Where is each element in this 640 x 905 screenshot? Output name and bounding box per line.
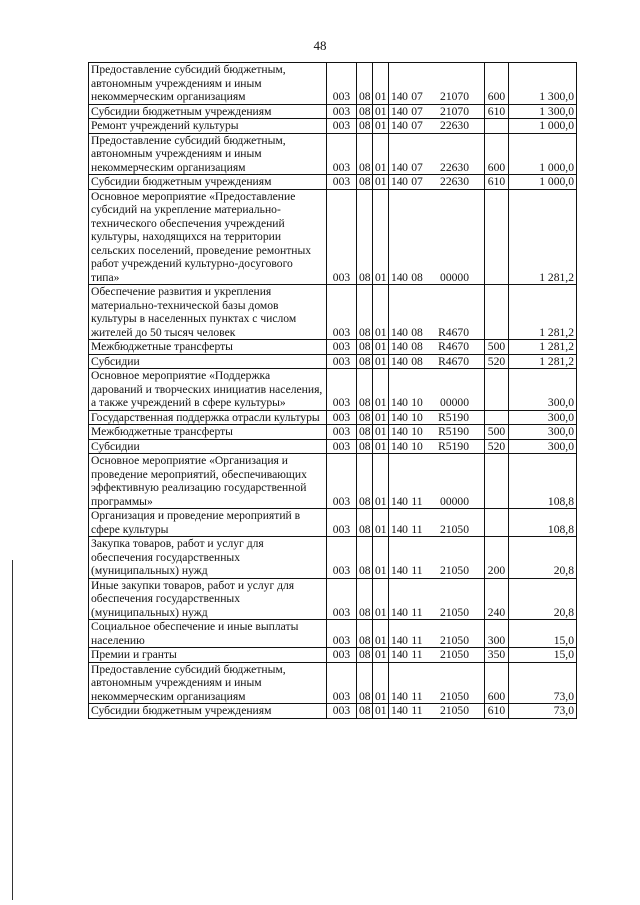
amount: 1 300,0 (509, 104, 577, 119)
table-row (89, 175, 577, 190)
program-code-part: 0 (402, 522, 408, 536)
amount: 15,0 (509, 620, 577, 648)
program-code-part: 0 (402, 410, 408, 424)
program-code-part: 14 (391, 119, 403, 132)
row-name: Субсидии (89, 439, 327, 454)
program-code-part: 11 (411, 633, 423, 647)
section-code: 08 (357, 354, 373, 369)
program-code-part: 0 (402, 605, 408, 619)
program-code-part: 0 (402, 689, 408, 703)
program-code (389, 285, 485, 340)
expense-type-code: 240 (485, 578, 509, 620)
grbs-code: 003 (327, 454, 357, 509)
program-code (389, 175, 485, 190)
program-code-part: 07 (411, 160, 423, 174)
program-code-part: 21050 (440, 633, 469, 647)
amount: 300,0 (509, 439, 577, 454)
program-code-part: 0 (402, 439, 408, 453)
section-code: 08 (357, 63, 373, 105)
row-name: Иные закупки товаров, работ и услуг для обеспечения государственных (муниципальных) нужд (89, 578, 327, 620)
program-code-part: 14 (391, 689, 403, 703)
program-code (389, 439, 485, 454)
expense-type-code: 500 (485, 425, 509, 440)
program-code-part: 00000 (440, 270, 469, 284)
program-code (389, 133, 485, 175)
expense-type-code: 520 (485, 439, 509, 454)
program-code-part: 0 (402, 494, 408, 508)
program-code-part: 22630 (440, 175, 469, 188)
grbs-code: 003 (327, 537, 357, 579)
section-code: 08 (357, 704, 373, 719)
expense-type-code: 200 (485, 537, 509, 579)
program-code-part: 14 (391, 648, 403, 661)
program-code-part: 14 (391, 425, 403, 438)
program-code-part: 14 (391, 704, 403, 717)
budget-table (88, 62, 577, 719)
subsection-code: 01 (373, 648, 389, 663)
program-code-part: 14 (391, 439, 403, 453)
expense-type-code (485, 509, 509, 537)
expense-type-code (485, 189, 509, 285)
program-code-part: 0 (402, 340, 408, 353)
program-code (389, 119, 485, 134)
program-code (389, 509, 485, 537)
program-code-part: 14 (391, 354, 403, 368)
section-code: 08 (357, 509, 373, 537)
program-code-part: 00000 (440, 396, 469, 409)
expense-type-code (485, 369, 509, 411)
subsection-code: 01 (373, 340, 389, 355)
section-code: 08 (357, 662, 373, 704)
amount: 1 281,2 (509, 285, 577, 340)
program-code-part: 14 (391, 175, 403, 188)
section-code: 08 (357, 104, 373, 119)
row-name: Предоставление субсидий бюджетным, автономным учреждениям и иным некоммерческим организациям (89, 133, 327, 175)
expense-type-code (485, 119, 509, 134)
amount: 108,8 (509, 509, 577, 537)
program-code-part: 07 (411, 90, 423, 103)
table-row (89, 340, 577, 355)
program-code-part: 21050 (440, 564, 469, 577)
subsection-code: 01 (373, 620, 389, 648)
subsection-code: 01 (373, 119, 389, 134)
row-name: Основное мероприятие «Поддержка дарований и творческих инициатив населения, а также учреждений в сфере культуры» (89, 369, 327, 411)
program-code-part: 08 (411, 340, 423, 353)
grbs-code: 003 (327, 189, 357, 285)
program-code-part: 11 (411, 564, 423, 577)
grbs-code: 003 (327, 340, 357, 355)
row-name: Ремонт учреждений культуры (89, 119, 327, 134)
expense-type-code: 600 (485, 133, 509, 175)
program-code-part: 11 (411, 494, 423, 508)
amount: 1 281,2 (509, 354, 577, 369)
program-code (389, 369, 485, 411)
program-code-part: 08 (411, 354, 423, 368)
amount: 300,0 (509, 410, 577, 425)
program-code-part: 0 (402, 704, 408, 717)
table-row (89, 369, 577, 411)
expense-type-code: 350 (485, 648, 509, 663)
grbs-code: 003 (327, 354, 357, 369)
program-code-part: 08 (411, 325, 423, 339)
program-code-part: 0 (402, 396, 408, 409)
program-code (389, 63, 485, 105)
program-code-part: 00000 (440, 494, 469, 508)
program-code-part: 21070 (440, 90, 469, 103)
program-code-part: 22630 (440, 160, 469, 174)
section-code: 08 (357, 454, 373, 509)
row-name: Субсидии бюджетным учреждениям (89, 704, 327, 719)
row-name: Предоставление субсидий бюджетным, автономным учреждениям и иным некоммерческим организациям (89, 662, 327, 704)
section-code: 08 (357, 369, 373, 411)
expense-type-code: 600 (485, 662, 509, 704)
program-code-part: 21070 (440, 104, 469, 118)
grbs-code: 003 (327, 439, 357, 454)
table-body (89, 63, 577, 719)
program-code (389, 104, 485, 119)
program-code-part: 21050 (440, 648, 469, 661)
row-name: Обеспечение развития и укрепления материально-технической базы домов культуры в населенных пунктах с числом жителей до 50 тысяч человек (89, 285, 327, 340)
program-code-part: 0 (402, 354, 408, 368)
table-row (89, 133, 577, 175)
page-number: 48 (313, 38, 327, 53)
table-row (89, 704, 577, 719)
program-code-part: 11 (411, 704, 423, 717)
row-name: Организация и проведение мероприятий в сфере культуры (89, 509, 327, 537)
program-code-part: 10 (411, 410, 423, 424)
program-code (389, 340, 485, 355)
program-code (389, 578, 485, 620)
program-code-part: 14 (391, 160, 403, 174)
subsection-code: 01 (373, 285, 389, 340)
row-name: Основное мероприятие «Организация и проведение мероприятий, обеспечивающих эффективную реализацию государственной программы» (89, 454, 327, 509)
program-code-part: 10 (411, 425, 423, 438)
program-code (389, 620, 485, 648)
table-row (89, 662, 577, 704)
program-code-part: 14 (391, 522, 403, 536)
program-code-part: 21050 (440, 704, 469, 717)
program-code-part: 0 (402, 104, 408, 118)
program-code-part: 0 (402, 270, 408, 284)
table-row (89, 537, 577, 579)
subsection-code: 01 (373, 354, 389, 369)
expense-type-code: 610 (485, 175, 509, 190)
table-row (89, 620, 577, 648)
program-code-part: R5190 (438, 439, 469, 453)
amount: 1 000,0 (509, 133, 577, 175)
program-code-part: 0 (402, 633, 408, 647)
row-name: Субсидии (89, 354, 327, 369)
program-code-part: 10 (411, 396, 423, 409)
expense-type-code: 600 (485, 63, 509, 105)
section-code: 08 (357, 175, 373, 190)
grbs-code: 003 (327, 425, 357, 440)
program-code-part: 0 (402, 175, 408, 188)
program-code-part: 0 (402, 119, 408, 132)
section-code: 08 (357, 648, 373, 663)
grbs-code: 003 (327, 285, 357, 340)
program-code-part: 14 (391, 633, 403, 647)
subsection-code: 01 (373, 578, 389, 620)
grbs-code: 003 (327, 578, 357, 620)
grbs-code: 003 (327, 662, 357, 704)
program-code (389, 410, 485, 425)
grbs-code: 003 (327, 704, 357, 719)
subsection-code: 01 (373, 509, 389, 537)
program-code-part: 14 (391, 410, 403, 424)
amount: 1 000,0 (509, 175, 577, 190)
program-code-part: 11 (411, 689, 423, 703)
table-row (89, 648, 577, 663)
grbs-code: 003 (327, 509, 357, 537)
expense-type-code (485, 410, 509, 425)
program-code (389, 354, 485, 369)
subsection-code: 01 (373, 410, 389, 425)
subsection-code: 01 (373, 63, 389, 105)
section-code: 08 (357, 578, 373, 620)
expense-type-code (485, 454, 509, 509)
program-code-part: 11 (411, 522, 423, 536)
program-code (389, 189, 485, 285)
amount: 73,0 (509, 704, 577, 719)
amount: 1 281,2 (509, 189, 577, 285)
subsection-code: 01 (373, 704, 389, 719)
row-name: Предоставление субсидий бюджетным, автономным учреждениям и иным некоммерческим организациям (89, 63, 327, 105)
row-name: Субсидии бюджетным учреждениям (89, 104, 327, 119)
program-code-part: 14 (391, 494, 403, 508)
program-code-part: 0 (402, 160, 408, 174)
table-row (89, 410, 577, 425)
program-code (389, 454, 485, 509)
grbs-code: 003 (327, 104, 357, 119)
program-code-part: 0 (402, 90, 408, 103)
table-row (89, 104, 577, 119)
program-code-part: 07 (411, 175, 423, 188)
amount: 300,0 (509, 369, 577, 411)
table-row (89, 285, 577, 340)
amount: 20,8 (509, 537, 577, 579)
subsection-code: 01 (373, 662, 389, 704)
program-code (389, 537, 485, 579)
section-code: 08 (357, 410, 373, 425)
section-code: 08 (357, 620, 373, 648)
row-name: Субсидии бюджетным учреждениям (89, 175, 327, 190)
program-code-part: 07 (411, 119, 423, 132)
amount: 1 281,2 (509, 340, 577, 355)
row-name: Межбюджетные трансферты (89, 425, 327, 440)
program-code (389, 662, 485, 704)
subsection-code: 01 (373, 369, 389, 411)
expense-type-code: 610 (485, 704, 509, 719)
amount: 300,0 (509, 425, 577, 440)
amount: 20,8 (509, 578, 577, 620)
table-row (89, 509, 577, 537)
amount: 1 000,0 (509, 119, 577, 134)
program-code-part: 14 (391, 340, 403, 353)
program-code-part: 0 (402, 425, 408, 438)
subsection-code: 01 (373, 175, 389, 190)
table-row (89, 354, 577, 369)
program-code-part: 11 (411, 605, 423, 619)
program-code-part: 21050 (440, 522, 469, 536)
program-code-part: 21050 (440, 689, 469, 703)
row-name: Премии и гранты (89, 648, 327, 663)
table-row (89, 578, 577, 620)
program-code-part: R5190 (438, 410, 469, 424)
program-code-part: R4670 (438, 325, 469, 339)
grbs-code: 003 (327, 620, 357, 648)
section-code: 08 (357, 285, 373, 340)
program-code-part: 14 (391, 104, 403, 118)
grbs-code: 003 (327, 175, 357, 190)
table-row (89, 439, 577, 454)
program-code-part: R5190 (438, 425, 469, 438)
subsection-code: 01 (373, 425, 389, 440)
subsection-code: 01 (373, 104, 389, 119)
row-name: Основное мероприятие «Предоставление субсидий на укрепление материально-технического обеспечения учреждений культуры, находящихся на территории сельских поселений, проведение ремонтных работ учреждений культурно-досугового типа» (89, 189, 327, 285)
subsection-code: 01 (373, 189, 389, 285)
section-code: 08 (357, 537, 373, 579)
grbs-code: 003 (327, 410, 357, 425)
program-code-part: 0 (402, 325, 408, 339)
program-code-part: R4670 (438, 354, 469, 368)
section-code: 08 (357, 439, 373, 454)
section-code: 08 (357, 133, 373, 175)
row-name: Закупка товаров, работ и услуг для обеспечения государственных (муниципальных) нужд (89, 537, 327, 579)
program-code (389, 704, 485, 719)
subsection-code: 01 (373, 133, 389, 175)
program-code (389, 648, 485, 663)
program-code-part: 14 (391, 325, 403, 339)
row-name: Социальное обеспечение и иные выплаты населению (89, 620, 327, 648)
grbs-code: 003 (327, 63, 357, 105)
section-code: 08 (357, 340, 373, 355)
expense-type-code: 500 (485, 340, 509, 355)
program-code-part: 0 (402, 564, 408, 577)
table-row (89, 189, 577, 285)
program-code (389, 425, 485, 440)
program-code-part: 22630 (440, 119, 469, 132)
table-row (89, 425, 577, 440)
grbs-code: 003 (327, 119, 357, 134)
program-code-part: 14 (391, 270, 403, 284)
row-name: Государственная поддержка отрасли культуры (89, 410, 327, 425)
program-code-part: 0 (402, 648, 408, 661)
amount: 73,0 (509, 662, 577, 704)
margin-line (12, 560, 13, 900)
grbs-code: 003 (327, 369, 357, 411)
expense-type-code: 520 (485, 354, 509, 369)
grbs-code: 003 (327, 648, 357, 663)
subsection-code: 01 (373, 537, 389, 579)
amount: 108,8 (509, 454, 577, 509)
program-code-part: 14 (391, 90, 403, 103)
row-name: Межбюджетные трансферты (89, 340, 327, 355)
program-code-part: 10 (411, 439, 423, 453)
amount: 15,0 (509, 648, 577, 663)
program-code-part: 14 (391, 396, 403, 409)
table-row (89, 119, 577, 134)
grbs-code: 003 (327, 133, 357, 175)
expense-type-code: 300 (485, 620, 509, 648)
subsection-code: 01 (373, 439, 389, 454)
program-code-part: R4670 (438, 340, 469, 353)
table-row (89, 454, 577, 509)
section-code: 08 (357, 425, 373, 440)
section-code: 08 (357, 119, 373, 134)
expense-type-code (485, 285, 509, 340)
subsection-code: 01 (373, 454, 389, 509)
amount: 1 300,0 (509, 63, 577, 105)
program-code-part: 14 (391, 605, 403, 619)
expense-type-code: 610 (485, 104, 509, 119)
program-code-part: 08 (411, 270, 423, 284)
table-row (89, 63, 577, 105)
section-code: 08 (357, 189, 373, 285)
program-code-part: 07 (411, 104, 423, 118)
program-code-part: 21050 (440, 605, 469, 619)
program-code-part: 14 (391, 564, 403, 577)
program-code-part: 11 (411, 648, 423, 661)
